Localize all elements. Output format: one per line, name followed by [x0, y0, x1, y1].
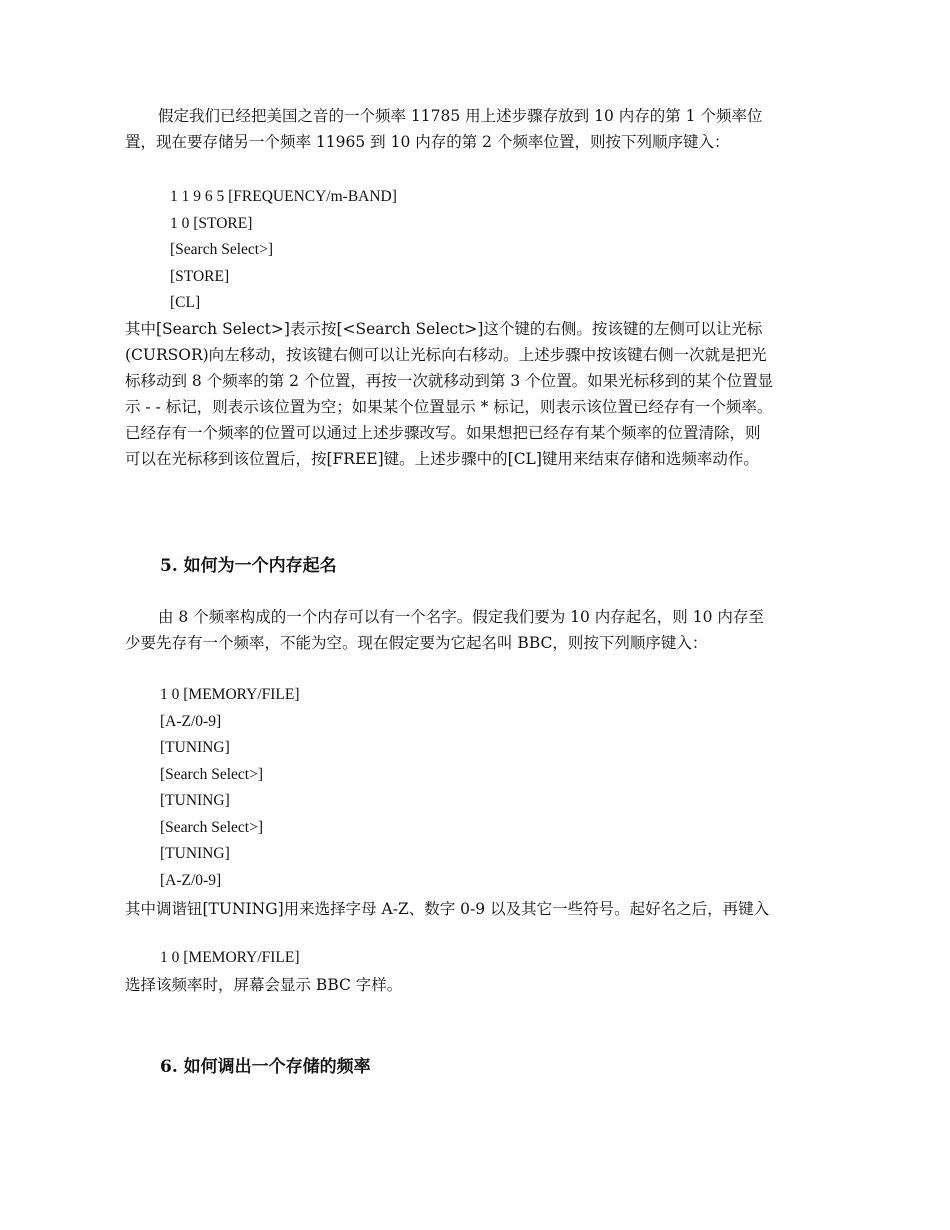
step-line: [CL] — [170, 294, 201, 311]
step-line: [TUNING] — [160, 792, 230, 809]
section-5-paragraph — [125, 604, 775, 656]
intro-paragraph — [125, 103, 775, 155]
step-line: [Search Select>] — [160, 765, 263, 783]
section-5-text: 由 8 个频率构成的一个内存可以有一个名字。假定我们要为 10 内存起名，则 10 内存至少要先存有一个频率，不能为空。现在假定要为它起名叫 BBC，则按下列顺序键入： — [125, 608, 764, 652]
step-line: [TUNING] — [160, 739, 230, 756]
step-line: [STORE] — [170, 267, 230, 285]
step-line: 1 0 [MEMORY/FILE] — [160, 949, 300, 966]
step-line: 1 1 9 6 5 [FREQUENCY/m-BAND] — [170, 188, 397, 205]
step-line: [A-Z/0-9] — [160, 712, 222, 730]
steps-name-list — [160, 682, 300, 894]
explain-display-text: 选择该频率时，屏幕会显示 BBC 字样。 — [125, 976, 403, 994]
section-6-heading: 6. 如何调出一个存储的频率 — [160, 1057, 371, 1077]
step-line: 1 0 [MEMORY/FILE] — [160, 686, 300, 703]
steps-store-list — [170, 184, 397, 317]
explain-tuning-paragraph — [125, 896, 775, 922]
intro-text: 假定我们已经把美国之音的一个频率 11785 用上述步骤存放到 10 内存的第 1 个频率位置，现在要存储另一个频率 11965 到 10 内存的第 2 个频率位置，则按下列顺序键入： — [125, 107, 763, 151]
step-line: [A-Z/0-9] — [160, 871, 222, 889]
steps-confirm-list — [160, 945, 300, 972]
explain-store-paragraph — [125, 316, 775, 472]
step-line: [Search Select>] — [160, 818, 263, 836]
explain-display-paragraph — [125, 972, 775, 998]
step-line: [Search Select>] — [170, 241, 273, 258]
step-line: [TUNING] — [160, 845, 230, 862]
section-5-heading: 5. 如何为一个内存起名 — [160, 556, 337, 576]
step-line: 1 0 [STORE] — [170, 214, 253, 232]
explain-tuning-text: 其中调谐钮[TUNING]用来选择字母 A-Z、数字 0-9 以及其它一些符号。起好名之后，再键入 — [125, 900, 770, 918]
explain-store-text: 其中[Search Select>]表示按[<Search Select>]这个键的右侧。按该键的左侧可以让光标(CURSOR)向左移动，按该键右侧可以让光标向右移动。上述步骤中按该键右侧一次就是把光标移动到 8 个频率的第 2 个位置，再按一次就移动到第 3 个位置。如果光标移到的某个位置显示 - - 标记，则表示该位置为空；如果某个位置显示 * 标记，则表示该位置已经存有一个频率。已经存有一个频率的位置可以通过上述步骤改写。如果想把已经存有某个频率的位置清除，则可以在光标移到该位置后，按[FREE]键。上述步骤中的[CL]键用来结束存储和选频率动作。 — [125, 320, 774, 468]
